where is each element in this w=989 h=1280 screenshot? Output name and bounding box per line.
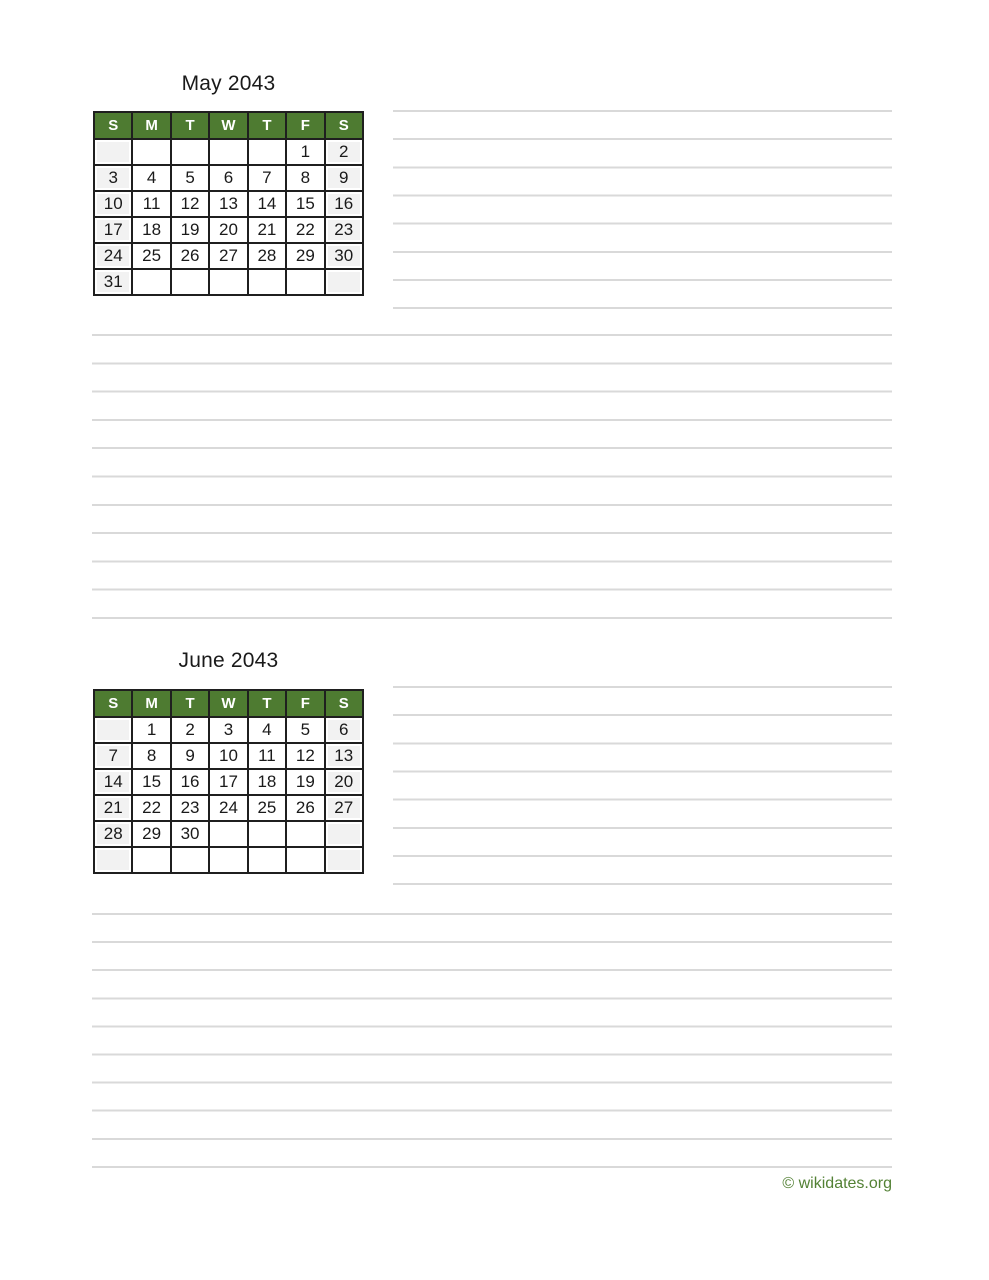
weekday-header-row (94, 112, 363, 139)
empty-day-cell (248, 821, 286, 847)
day-cell: 18 (132, 217, 170, 243)
empty-day-cell (209, 847, 247, 873)
day-cell: 1 (132, 717, 170, 743)
day-cell: 20 (209, 217, 247, 243)
empty-day-cell (286, 821, 324, 847)
day-cell: 3 (94, 165, 132, 191)
site-credit: © wikidates.org (782, 1175, 892, 1192)
day-cell: 2 (325, 139, 363, 165)
day-cell: 6 (209, 165, 247, 191)
week-row (94, 243, 363, 269)
week-row (94, 795, 363, 821)
day-cell: 27 (325, 795, 363, 821)
empty-day-cell (171, 139, 209, 165)
empty-day-cell (248, 139, 286, 165)
day-cell: 2 (171, 717, 209, 743)
empty-day-cell (171, 269, 209, 295)
weekday-header-cell: T (248, 690, 286, 717)
day-cell: 13 (325, 743, 363, 769)
day-cell: 1 (286, 139, 324, 165)
week-row (94, 743, 363, 769)
day-cell: 4 (132, 165, 170, 191)
day-cell: 30 (171, 821, 209, 847)
day-cell: 13 (209, 191, 247, 217)
day-cell: 5 (286, 717, 324, 743)
weekday-header-cell: F (286, 690, 324, 717)
day-cell: 25 (132, 243, 170, 269)
day-cell: 26 (286, 795, 324, 821)
day-cell: 10 (94, 191, 132, 217)
day-cell: 9 (325, 165, 363, 191)
empty-day-cell (132, 139, 170, 165)
day-cell: 17 (94, 217, 132, 243)
week-row (94, 217, 363, 243)
day-cell: 30 (325, 243, 363, 269)
empty-day-cell (94, 717, 132, 743)
week-row (94, 139, 363, 165)
day-cell: 12 (171, 191, 209, 217)
weekday-header-cell: W (209, 690, 247, 717)
day-cell: 25 (248, 795, 286, 821)
empty-day-cell (94, 139, 132, 165)
day-cell: 23 (325, 217, 363, 243)
day-cell: 23 (171, 795, 209, 821)
month-title-june: June 2043 (178, 649, 279, 672)
weekday-header-cell: S (325, 690, 363, 717)
day-cell: 15 (286, 191, 324, 217)
weekday-header-cell: T (248, 112, 286, 139)
day-cell: 7 (94, 743, 132, 769)
empty-day-cell (325, 821, 363, 847)
weekday-header-cell: M (132, 690, 170, 717)
week-row (94, 191, 363, 217)
empty-day-cell (286, 269, 324, 295)
weekday-header-row (94, 690, 363, 717)
empty-day-cell (94, 847, 132, 873)
empty-day-cell (248, 847, 286, 873)
day-cell: 10 (209, 743, 247, 769)
empty-day-cell (325, 847, 363, 873)
day-cell: 14 (248, 191, 286, 217)
day-cell: 5 (171, 165, 209, 191)
day-cell: 11 (248, 743, 286, 769)
day-cell: 6 (325, 717, 363, 743)
day-cell: 28 (248, 243, 286, 269)
day-cell: 29 (286, 243, 324, 269)
calendar-table-june (93, 689, 364, 874)
week-row (94, 821, 363, 847)
weekday-header-cell: T (171, 112, 209, 139)
ruled-lines-june-bottom (92, 913, 892, 1168)
month-title-may: May 2043 (181, 72, 276, 95)
day-cell: 11 (132, 191, 170, 217)
day-cell: 3 (209, 717, 247, 743)
day-cell: 27 (209, 243, 247, 269)
week-row (94, 717, 363, 743)
weekday-header-cell: F (286, 112, 324, 139)
day-cell: 21 (248, 217, 286, 243)
empty-day-cell (209, 821, 247, 847)
empty-day-cell (325, 269, 363, 295)
weekday-header-cell: S (325, 112, 363, 139)
empty-day-cell (132, 269, 170, 295)
day-cell: 17 (209, 769, 247, 795)
week-row (94, 165, 363, 191)
day-cell: 28 (94, 821, 132, 847)
day-cell: 29 (132, 821, 170, 847)
week-row (94, 269, 363, 295)
empty-day-cell (132, 847, 170, 873)
weekday-header-cell: S (94, 112, 132, 139)
day-cell: 24 (94, 243, 132, 269)
empty-day-cell (171, 847, 209, 873)
day-cell: 7 (248, 165, 286, 191)
empty-day-cell (209, 139, 247, 165)
day-cell: 19 (286, 769, 324, 795)
day-cell: 8 (132, 743, 170, 769)
day-cell: 14 (94, 769, 132, 795)
week-row (94, 769, 363, 795)
day-cell: 19 (171, 217, 209, 243)
empty-day-cell (286, 847, 324, 873)
day-cell: 16 (325, 191, 363, 217)
weekday-header-cell: S (94, 690, 132, 717)
weekday-header-cell: W (209, 112, 247, 139)
day-cell: 18 (248, 769, 286, 795)
ruled-lines-may-right (393, 110, 892, 309)
day-cell: 20 (325, 769, 363, 795)
day-cell: 9 (171, 743, 209, 769)
day-cell: 21 (94, 795, 132, 821)
ruled-lines-may-bottom (92, 334, 892, 619)
day-cell: 12 (286, 743, 324, 769)
day-cell: 15 (132, 769, 170, 795)
day-cell: 22 (286, 217, 324, 243)
day-cell: 16 (171, 769, 209, 795)
week-row (94, 847, 363, 873)
day-cell: 26 (171, 243, 209, 269)
day-cell: 31 (94, 269, 132, 295)
day-cell: 8 (286, 165, 324, 191)
day-cell: 22 (132, 795, 170, 821)
day-cell: 24 (209, 795, 247, 821)
ruled-lines-june-right (393, 686, 892, 885)
weekday-header-cell: T (171, 690, 209, 717)
empty-day-cell (209, 269, 247, 295)
calendar-table-may (93, 111, 364, 296)
empty-day-cell (248, 269, 286, 295)
day-cell: 4 (248, 717, 286, 743)
weekday-header-cell: M (132, 112, 170, 139)
